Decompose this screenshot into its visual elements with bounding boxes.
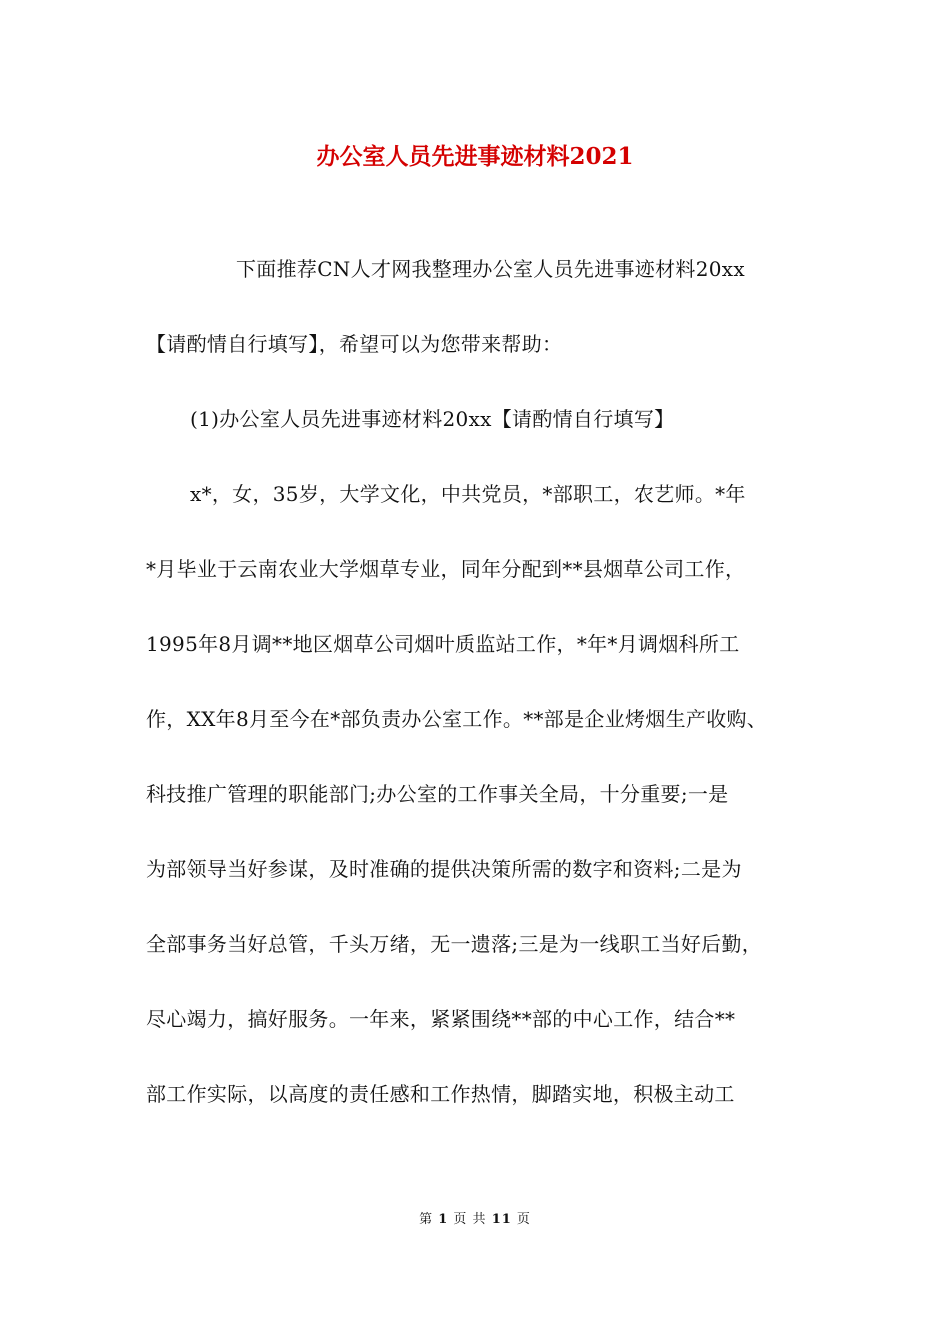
paragraph-line-11: 尽心竭力，搞好服务。一年来，紧紧围绕**部的中心工作，结合**	[146, 1007, 736, 1031]
paragraph-line-6: 1995年8月调**地区烟草公司烟叶质监站工作，*年*月调烟科所工	[146, 632, 740, 656]
page-footer	[0, 1208, 950, 1227]
paragraph-line-8: 科技推广管理的职能部门;办公室的工作事关全局，十分重要;一是	[146, 782, 729, 806]
footer-middle: 页 共	[453, 1212, 487, 1227]
paragraph-line-1: 下面推荐CN人才网我整理办公室人员先进事迹材料20xx	[236, 257, 745, 281]
footer-suffix: 页	[516, 1212, 531, 1227]
footer-prefix: 第	[419, 1212, 434, 1227]
paragraph-line-3: (1)办公室人员先进事迹材料20xx【请酌情自行填写】	[190, 407, 675, 431]
paragraph-line-7: 作，XX年8月至今在*部负责办公室工作。**部是企业烤烟生产收购、	[146, 707, 768, 731]
document-title: 办公室人员先进事迹材料2021	[316, 143, 634, 170]
footer-current-page: 1	[438, 1212, 449, 1227]
paragraph-line-9: 为部领导当好参谋，及时准确的提供决策所需的数字和资料;二是为	[146, 857, 742, 881]
paragraph-line-5: *月毕业于云南农业大学烟草专业，同年分配到**县烟草公司工作，	[146, 557, 746, 581]
footer-total-pages: 11	[491, 1212, 512, 1227]
paragraph-line-12: 部工作实际，以高度的责任感和工作热情，脚踏实地，积极主动工	[146, 1082, 735, 1106]
paragraph-line-2: 【请酌情自行填写】，希望可以为您带来帮助：	[146, 332, 563, 356]
paragraph-line-4: x*，女，35岁，大学文化，中共党员，*部职工，农艺师。*年	[190, 482, 746, 506]
paragraph-line-10: 全部事务当好总管，千头万绪，无一遗落;三是为一线职工当好后勤，	[146, 932, 763, 956]
